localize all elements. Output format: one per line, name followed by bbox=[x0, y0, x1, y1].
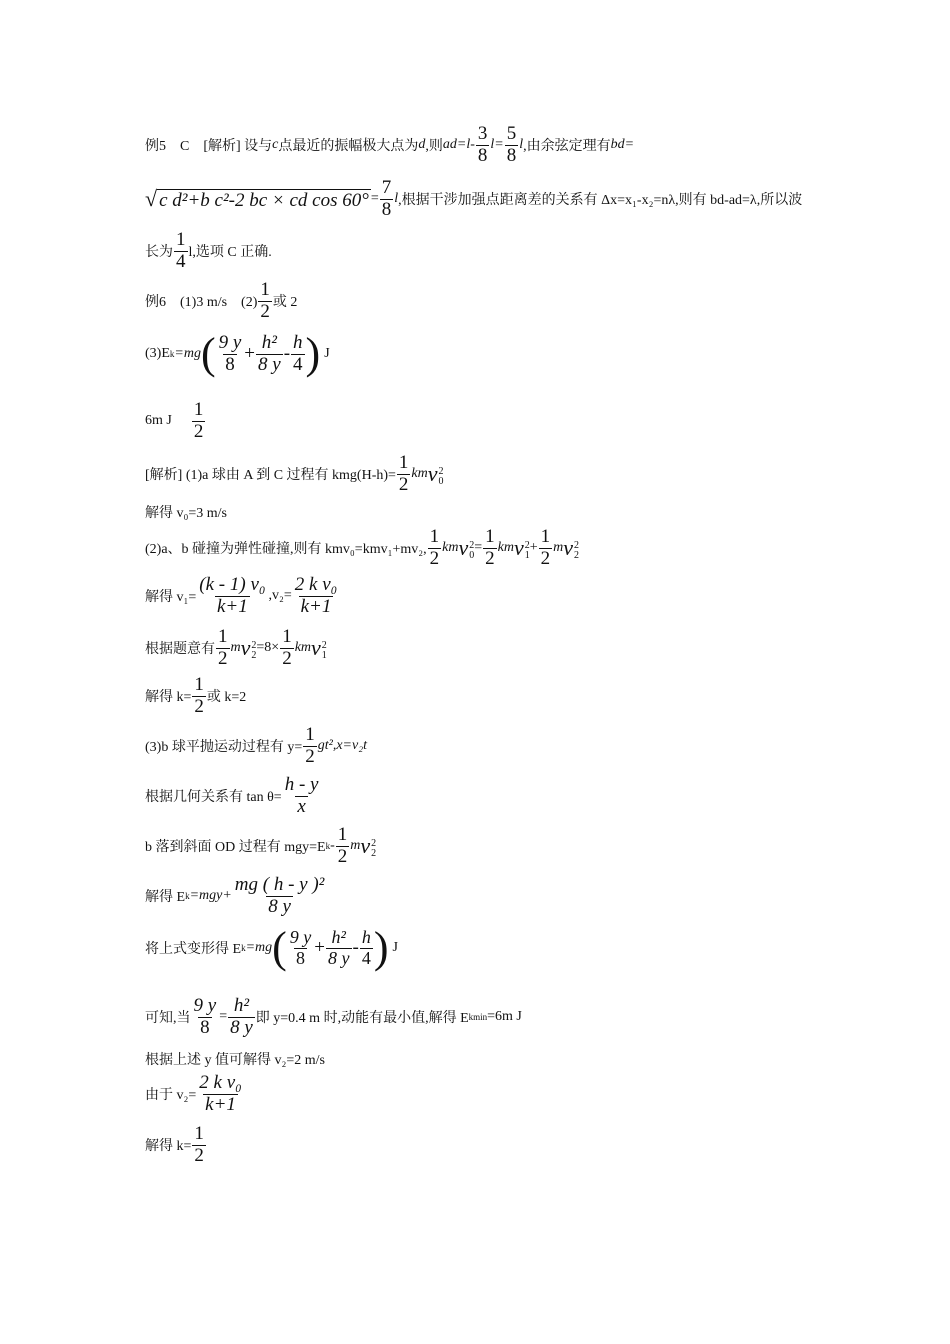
text: 将上式变形得 E bbox=[145, 942, 242, 957]
velocity-v0-squared: v 2 0 bbox=[427, 461, 444, 488]
text: km bbox=[442, 540, 459, 556]
text: J bbox=[392, 940, 398, 955]
example5-line2 bbox=[145, 178, 802, 221]
text: 6m J bbox=[145, 413, 172, 429]
text: = bbox=[370, 191, 379, 207]
text: (3)b 球平抛运动过程有 y= bbox=[145, 740, 303, 756]
fraction: $\frac{1}{2}$ bbox=[194, 674, 204, 717]
subscript: k bbox=[325, 841, 331, 852]
text: 根据上述 y 值可解得 v₂=2 m/s bbox=[145, 1053, 326, 1068]
fraction: 3 8 bbox=[477, 123, 488, 166]
v1-squared: v 2 1 bbox=[513, 535, 530, 562]
text: =mg bbox=[174, 346, 201, 361]
text: 长为 bbox=[145, 245, 173, 261]
solve-v0 bbox=[145, 502, 227, 522]
fraction: 9 y 8 bbox=[289, 926, 312, 968]
subscript: k bbox=[169, 349, 175, 359]
text: J bbox=[324, 346, 330, 361]
text: gt²,x=v₂t bbox=[317, 738, 367, 754]
answer3-expression: (3)E k =mg ( 9 y 8 + $\frac{\text{h²}}{8 y}$ - h 4 ) J bbox=[145, 329, 330, 378]
text: 由于 v₂= bbox=[145, 1088, 197, 1104]
fraction: $\frac{1}{2}$ bbox=[540, 526, 551, 569]
text: l bbox=[519, 137, 524, 153]
text: + bbox=[244, 343, 256, 364]
text: 解得 v₁= bbox=[145, 590, 197, 606]
text: =mg bbox=[245, 940, 273, 955]
text: ,则 bbox=[425, 139, 443, 155]
final-k bbox=[145, 1124, 207, 1167]
fraction: 1 2 bbox=[260, 279, 270, 322]
fraction: 1 2 bbox=[429, 526, 440, 569]
text: l,选项 C 正确. bbox=[188, 245, 272, 261]
minimum-condition bbox=[145, 996, 522, 1039]
fraction: $\frac{1}{2}$ bbox=[305, 724, 315, 767]
fraction: 1 4 bbox=[176, 229, 186, 272]
fraction: $\frac{1}{2}$ bbox=[194, 1123, 204, 1166]
text: [解析] (1)a 球由 A 到 C 过程有 kmg(H-h)= bbox=[145, 468, 396, 484]
v1-squared: v 2 1 bbox=[311, 635, 327, 662]
since-v2 bbox=[145, 1073, 245, 1116]
fraction: $\frac{h - y}{x}$ bbox=[284, 774, 319, 817]
example5-line1 bbox=[145, 124, 634, 167]
example6-answers bbox=[145, 280, 297, 323]
text: c bbox=[272, 137, 279, 153]
v0-squared: v 2 0 bbox=[458, 535, 475, 562]
text: ,由余弦定理有 bbox=[523, 139, 611, 155]
analysis-part1 bbox=[145, 453, 444, 496]
text: 根据几何关系有 tan θ= bbox=[145, 790, 282, 806]
solve-v1-v2 bbox=[145, 575, 340, 618]
fraction: $\frac{\text{2 k v₀}}{k+1}$ bbox=[199, 1072, 242, 1115]
answer3-min bbox=[145, 400, 206, 443]
fraction: $\frac{\text{(k - 1) v₀}}{k+1}$ bbox=[199, 574, 266, 617]
example5-line3 bbox=[145, 230, 272, 273]
fraction: 1 2 bbox=[193, 399, 204, 442]
text: 即 y=0.4 m 时,动能有最小值,解得 E bbox=[255, 1011, 469, 1027]
text: 解得 k= bbox=[145, 1139, 192, 1155]
subscript: kmin bbox=[468, 1012, 488, 1023]
text: ,v₂= bbox=[268, 588, 292, 604]
text: - bbox=[330, 838, 335, 854]
text: + bbox=[314, 937, 325, 958]
fraction: h 4 bbox=[361, 926, 371, 968]
text: 点最近的振幅极大点为 bbox=[278, 139, 419, 155]
text: m bbox=[553, 540, 564, 556]
text: d bbox=[418, 137, 426, 153]
text: km bbox=[411, 466, 428, 482]
solve-v2 bbox=[145, 1049, 325, 1069]
fraction: $\frac{\text{h²}}{8 y}$ bbox=[230, 995, 253, 1038]
text: 或 k=2 bbox=[206, 690, 247, 706]
text: km bbox=[497, 540, 514, 556]
solve-ek bbox=[145, 875, 327, 918]
text: =8× bbox=[256, 640, 280, 656]
text: l= bbox=[490, 137, 504, 153]
fraction: $\frac{1}{2}$ bbox=[282, 626, 292, 669]
text: b 落到斜面 OD 过程有 mgy=E bbox=[145, 840, 326, 856]
text: bd= bbox=[610, 137, 635, 153]
text: =mgy+ bbox=[189, 888, 232, 904]
text: l bbox=[394, 191, 399, 207]
text: =6m J bbox=[487, 1009, 522, 1025]
fraction: $\frac{5}{8}$ bbox=[506, 123, 517, 166]
fraction: $\frac{\text{h²}}{8 y}$ bbox=[258, 331, 281, 375]
analysis-part3 bbox=[145, 725, 367, 768]
geometry-relation bbox=[145, 775, 321, 818]
analysis-part2 bbox=[145, 527, 579, 570]
text: (3)E bbox=[145, 346, 170, 361]
v2-squared: v 2 2 bbox=[563, 535, 580, 562]
text: 解得 v₀=3 m/s bbox=[145, 506, 228, 521]
subscript: k bbox=[241, 943, 246, 953]
text: + bbox=[529, 540, 538, 556]
text: 解得 k= bbox=[145, 690, 192, 706]
text: (2)a、b 碰撞为弹性碰撞,则有 kmv₀=kmv₁+mv₂, bbox=[145, 542, 427, 558]
text: m bbox=[350, 838, 361, 854]
text: - bbox=[283, 343, 291, 364]
text: 可知,当 bbox=[145, 1011, 191, 1027]
fraction: h 4 bbox=[293, 331, 303, 375]
fraction: 9 y 8 bbox=[218, 331, 242, 375]
text: m bbox=[230, 640, 241, 656]
text: 根据题意有 bbox=[145, 642, 215, 658]
text: 解得 E bbox=[145, 890, 186, 906]
text: 例5 C [解析] 设与 bbox=[145, 139, 273, 155]
transform-ek: 将上式变形得 E k =mg ( 9 y 8 + $\frac{\text{h²}}{8 y}$ - h 4 ) J bbox=[145, 923, 398, 972]
text: 例6 (1)3 m/s (2) bbox=[145, 295, 258, 311]
fraction: 1 2 bbox=[218, 626, 228, 669]
text: km bbox=[294, 640, 312, 656]
text: 或 2 bbox=[272, 295, 298, 311]
fraction: $\frac{9 y}{8}$ bbox=[193, 995, 217, 1038]
landing-energy bbox=[145, 825, 376, 868]
fraction: $\frac{7}{8}$ bbox=[381, 177, 392, 220]
sqrt-expression: √ c d²+b c²-2 bc × cd cos 60° bbox=[145, 186, 369, 212]
energy-condition bbox=[145, 627, 327, 670]
v2-squared: v 2 2 bbox=[240, 635, 257, 662]
solve-k bbox=[145, 675, 246, 718]
v2-squared: v 2 2 bbox=[360, 833, 377, 860]
fraction: $\frac{1}{2}$ bbox=[398, 452, 409, 495]
text: = bbox=[474, 540, 483, 556]
subscript: k bbox=[185, 891, 190, 902]
fraction: $\frac{\text{2 k v₀}}{k+1}$ bbox=[294, 574, 338, 617]
fraction: 1 2 bbox=[337, 824, 348, 867]
fraction: $\frac{\text{mg ( h - y )²}}{8 y}$ bbox=[234, 874, 325, 917]
text: - bbox=[352, 937, 359, 958]
fraction: $\frac{\text{h²}}{8 y}$ bbox=[328, 926, 350, 968]
text: ,根据干涉加强点距离差的关系有 Δx=x₁-x₂=nλ,则有 bd-ad=λ,所以波 bbox=[398, 193, 803, 209]
text: = bbox=[219, 1009, 228, 1025]
fraction: $\frac{1}{2}$ bbox=[485, 526, 495, 569]
text: ad=l- bbox=[442, 137, 475, 153]
